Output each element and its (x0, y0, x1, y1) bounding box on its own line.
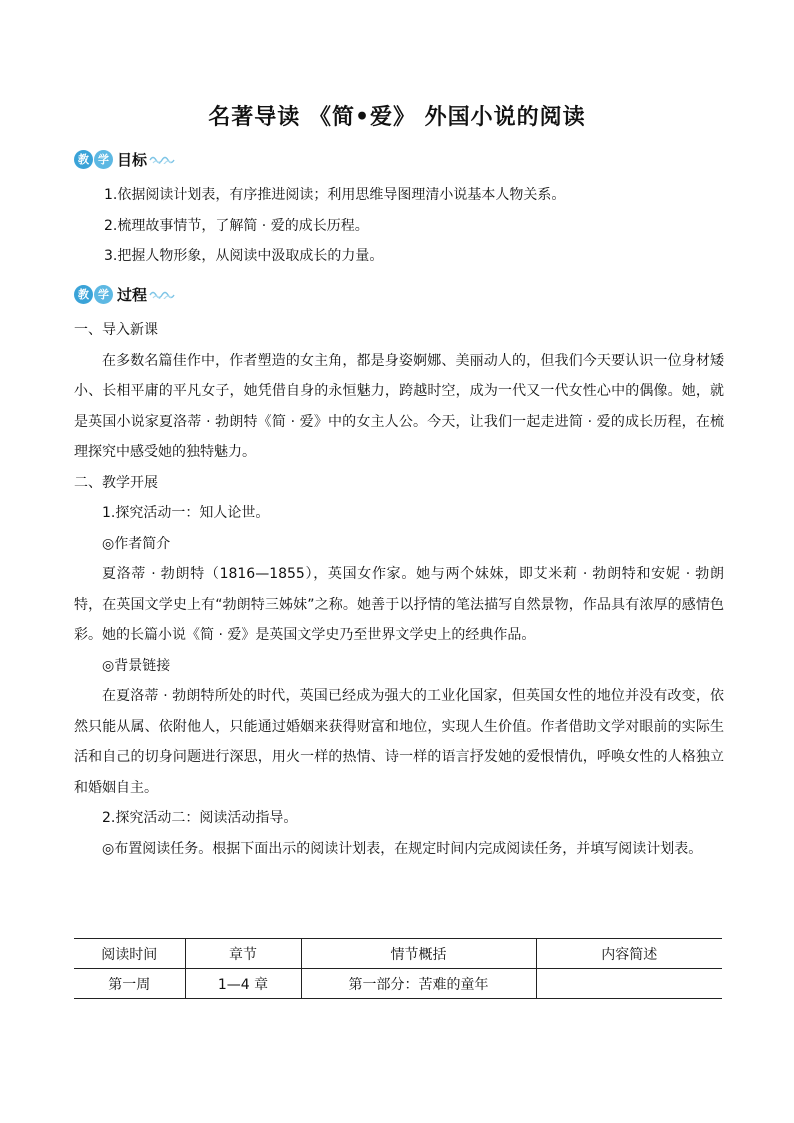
section-head-goals (74, 147, 175, 171)
table-header-cell: 内容简述 (536, 939, 722, 969)
table-cell: 第一部分：苦难的童年 (301, 969, 536, 999)
section-badge (74, 150, 114, 169)
goal-item: 2.梳理故事情节，了解简 · 爱的成长历程。 (104, 217, 369, 234)
badge-char-2: 学 (94, 285, 113, 304)
section-title-goals: 目标 (117, 150, 148, 169)
table-header-row (74, 939, 722, 969)
section-badge (74, 285, 114, 304)
goal-item: 1.依据阅读计划表，有序推进阅读；利用思维导图理清小说基本人物关系。 (104, 187, 566, 203)
process-body (74, 315, 724, 864)
part1-heading: 一、导入新课 (74, 322, 158, 338)
wave-decoration-icon (149, 154, 175, 164)
table-header-cell: 情节概括 (301, 939, 536, 969)
background-heading: ◎背景链接 (102, 657, 171, 674)
page-title: 名著导读 《简•爱》 外国小说的阅读 (208, 104, 586, 130)
goals-list (104, 180, 724, 272)
section-head-process (74, 282, 175, 306)
badge-char-1: 教 (74, 150, 93, 169)
author-intro-heading: ◎作者简介 (102, 535, 171, 552)
badge-char-2: 学 (94, 150, 113, 169)
table-header-cell: 阅读时间 (74, 939, 185, 969)
badge-char-1: 教 (74, 285, 93, 304)
table-row (74, 969, 722, 999)
background-text: 在夏洛蒂 · 勃朗特所处的时代，英国已经成为强大的工业化国家，但英国女性的地位并没有改变，依然只能从属、依附他人，只能通过婚姻来获得财富和地位，实现人生价值。作者借助文学对眼前的实际生活和自己的切身问题进行深思，用火一样的热情、诗一样的语言抒发她的爱恨情仇，呼唤女性的人格独立和婚姻自主。 (74, 688, 724, 796)
activity1-heading: 1.探究活动一：知人论世。 (102, 505, 270, 521)
reading-plan-table (74, 938, 722, 999)
part1-text: 在多数名篇佳作中，作者塑造的女主角，都是身姿婀娜、美丽动人的，但我们今天要认识一位身材矮小、长相平庸的平凡女子，她凭借自身的永恒魅力，跨越时空，成为一代又一代女性心中的偶像。她，就是英国小说家夏洛蒂 · 勃朗特《简 · 爱》中的女主人公。今天，让我们一起走进简 · 爱的成长历程，在梳理探究中感受她的独特魅力。 (74, 352, 724, 460)
table-cell: 1—4 章 (185, 969, 301, 999)
table-cell: 第一周 (74, 969, 185, 999)
goal-item: 3.把握人物形象，从阅读中汲取成长的力量。 (104, 248, 384, 264)
reading-task-text: ◎布置阅读任务。根据下面出示的阅读计划表，在规定时间内完成阅读任务，并填写阅读计划表。 (102, 840, 703, 857)
wave-decoration-icon (149, 289, 175, 299)
table-header-cell: 章节 (185, 939, 301, 969)
author-intro-text: 夏洛蒂 · 勃朗特（1816—1855），英国女作家。她与两个妹妹，即艾米莉 · 勃朗特和安妮 · 勃朗特，在英国文学史上有“勃朗特三姊妹”之称。她善于以抒情的笔法描写自然景物，作品具有浓厚的感情色彩。她的长篇小说《简 · 爱》是英国文学史乃至世界文学史上的经典作品。 (74, 566, 724, 643)
table-cell (536, 969, 722, 999)
section-title-process: 过程 (117, 285, 148, 304)
part2-heading: 二、教学开展 (74, 474, 158, 491)
activity2-heading: 2.探究活动二：阅读活动指导。 (102, 810, 298, 826)
